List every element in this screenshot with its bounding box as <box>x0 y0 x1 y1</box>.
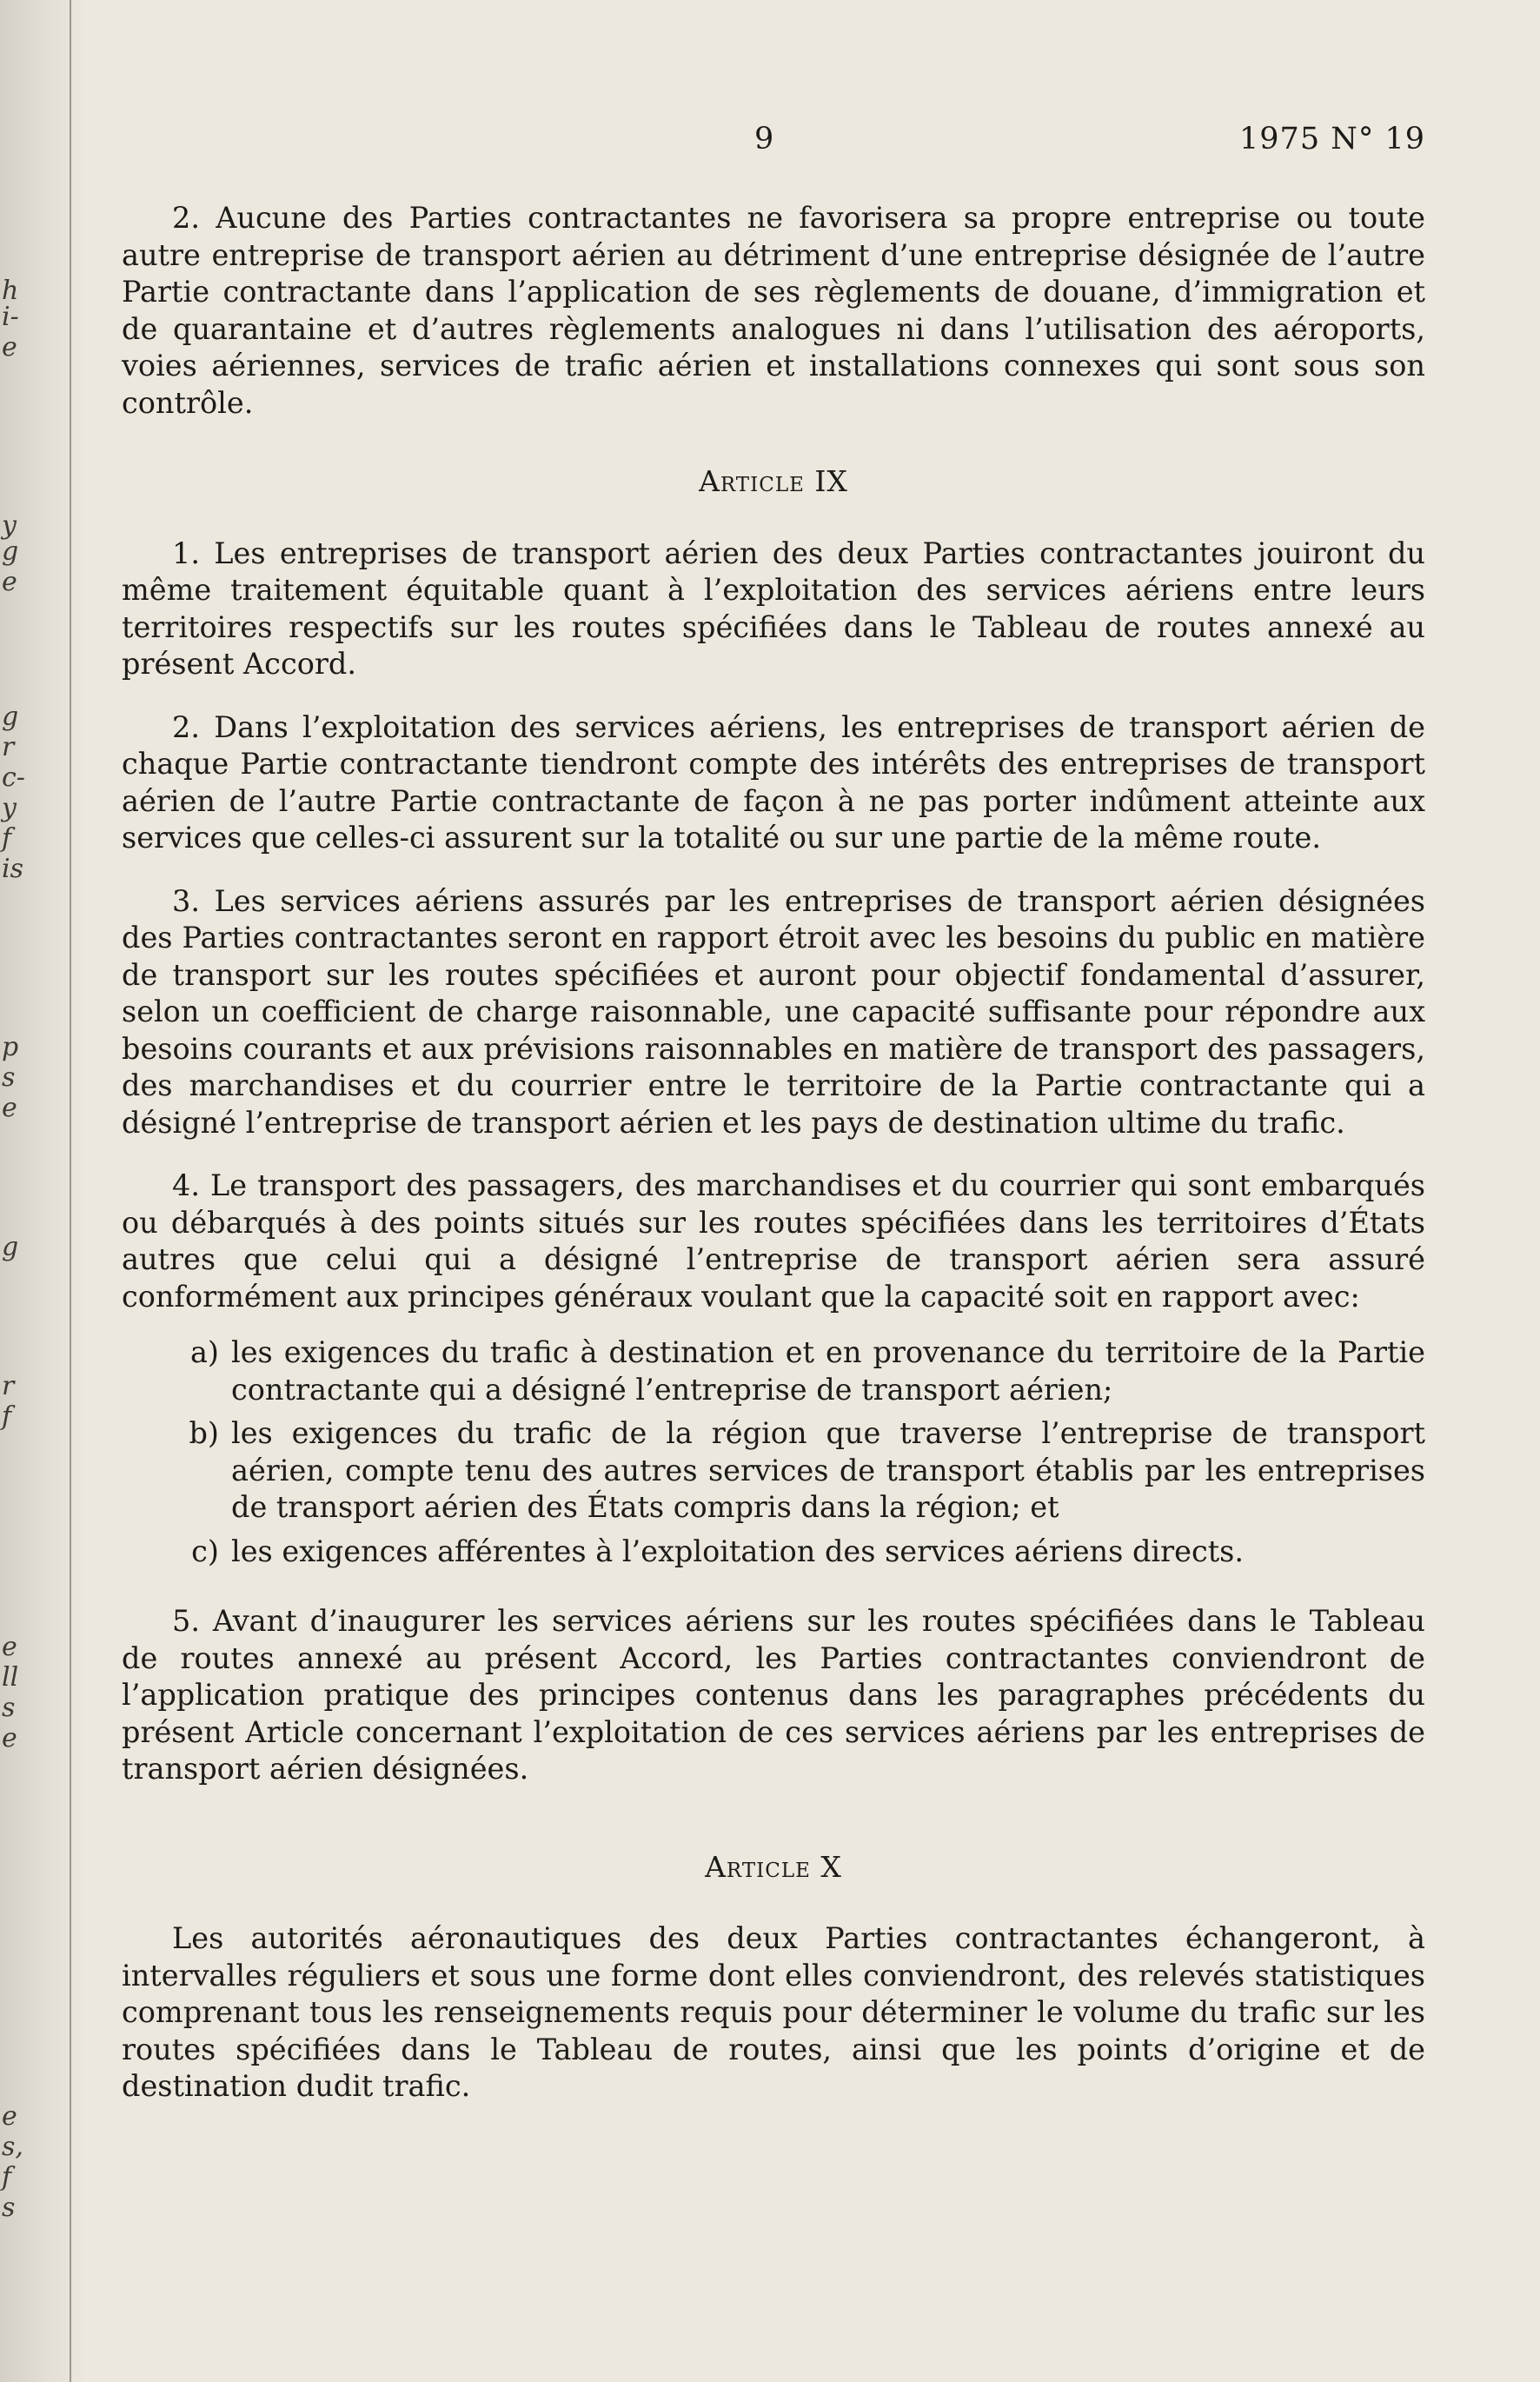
margin-fragment: r <box>2 1371 15 1401</box>
paragraph-2-prior-article: 2. Aucune des Parties contractantes ne favorisera sa propre entreprise ou toute autre entreprise de transport aérien au détriment d’une entreprise désignée de l’autre Partie contractante dans l’application de ses règlements de douane, d’immigration et de quarantaine et d’autres règlements analogues ni dans l’utilisation des aéroports, voies aériennes, services de trafic aérien et installations connexes qui sont sous son contrôle. <box>122 201 1425 420</box>
margin-fragment: r <box>2 732 15 762</box>
document-reference: 1975 N° 19 <box>1239 122 1425 156</box>
article-ix-heading: Article IX <box>699 464 848 498</box>
margin-fragment: f <box>2 1401 12 1432</box>
book-spine-line <box>70 0 71 2382</box>
list-item-text: les exigences du trafic de la région que traverse l’entreprise de transport aérien, compte tenu des autres services de transport établis par les entreprises de transport aérien des États compris dans la région; et <box>231 1416 1425 1524</box>
margin-fragment: e <box>2 1723 17 1753</box>
margin-fragment: y <box>2 510 17 541</box>
margin-fragment: s <box>2 1062 16 1093</box>
list-item-marker: a) <box>189 1335 219 1369</box>
list-item-text: les exigences du trafic à destination et en provenance du territoire de la Partie contractante qui a désigné l’entreprise de transport aérien; <box>231 1335 1425 1407</box>
margin-fragment: e <box>2 1093 17 1123</box>
list-item <box>122 1334 1425 1408</box>
article-x-paragraph-1: Les autorités aéronautiques des deux Parties contractantes échangeront, à intervalles réguliers et sous une forme dont elles conviendront, des relevés statistiques comprenant tous les renseignements requis pour déterminer le volume du trafic sur les routes spécifiées dans le Tableau de routes, ainsi que les points d’origine et de destination dudit trafic. <box>122 1921 1425 2103</box>
margin-fragment: c- <box>2 762 25 793</box>
margin-fragment: e <box>2 1632 17 1662</box>
margin-fragment: g <box>2 702 19 732</box>
margin-fragment: is <box>2 854 23 884</box>
page-number: 9 <box>754 122 774 156</box>
article-ix-paragraph-5: 5. Avant d’inaugurer les services aériens sur les routes spécifiées dans le Tableau de routes annexé au présent Accord, les Parties contractantes conviendront de l’application pratique des principes contenus dans les paragraphes précédents du présent Article concernant l’exploitation de ces services aériens par les entreprises de transport aérien désignées. <box>122 1604 1425 1786</box>
margin-fragment: f <box>2 2162 12 2192</box>
article-ix-paragraph-4: 4. Le transport des passagers, des marchandises et du courrier qui sont embarqués ou débarqués à des points situés sur les routes spécifiées dans les territoires d’États autres que celui qui a désigné l’entreprise de transport aérien sera assuré conformément aux principes généraux voulant que la capacité soit en rapport avec: <box>122 1168 1425 1314</box>
margin-fragment: i- <box>2 302 19 332</box>
margin-fragment: s, <box>2 2132 23 2162</box>
margin-fragment: e <box>2 2101 17 2132</box>
capacity-criteria-list <box>122 1334 1425 1570</box>
margin-fragment: h <box>2 276 19 306</box>
margin-fragment: ll <box>2 1662 19 1693</box>
margin-fragment: s <box>2 1693 16 1723</box>
article-ix-paragraph-2: 2. Dans l’exploitation des services aériens, les entreprises de transport aérien de chaque Partie contractante tiendront compte des intérêts des entreprises de transport aérien de l’autre Partie contractante de façon à ne pas porter indûment atteinte aux services que celles-ci assurent sur la totalité ou sur une partie de la même route. <box>122 709 1425 855</box>
margin-fragment: g <box>2 1232 19 1262</box>
article-x-heading: Article X <box>705 1849 842 1884</box>
margin-fragment: y <box>2 793 17 823</box>
margin-fragment: e <box>2 332 17 363</box>
list-item-marker: b) <box>189 1416 219 1450</box>
list-item <box>122 1415 1425 1527</box>
margin-fragment: e <box>2 567 17 597</box>
margin-fragment: g <box>2 536 19 567</box>
list-item <box>122 1534 1425 1571</box>
margin-fragment: f <box>2 823 12 854</box>
page-header <box>165 122 1425 165</box>
margin-fragment: s <box>2 2192 16 2223</box>
document-body <box>122 200 1425 2106</box>
list-item-marker: c) <box>191 1534 219 1568</box>
article-ix-paragraph-1: 1. Les entreprises de transport aérien des deux Parties contractantes jouiront du même traitement équitable quant à l’exploitation des services aériens entre leurs territoires respectifs sur les routes spécifiées dans le Tableau de routes annexé au présent Accord. <box>122 536 1425 681</box>
list-item-text: les exigences afférentes à l’exploitation des services aériens directs. <box>231 1534 1245 1568</box>
margin-fragment: p <box>2 1032 19 1062</box>
article-ix-paragraph-3: 3. Les services aériens assurés par les entreprises de transport aérien désignées des Parties contractantes seront en rapport étroit avec les besoins du public en matière de transport sur les routes spécifiées et auront pour objectif fondamental d’assurer, selon un coefficient de charge raisonnable, une capacité suffisante pour répondre aux besoins courants et aux prévisions raisonnables en matière de transport des passagers, des marchandises et du courrier entre le territoire de la Partie contractante qui a désigné l’entreprise de transport aérien et les pays de destination ultime du trafic. <box>122 883 1425 1140</box>
